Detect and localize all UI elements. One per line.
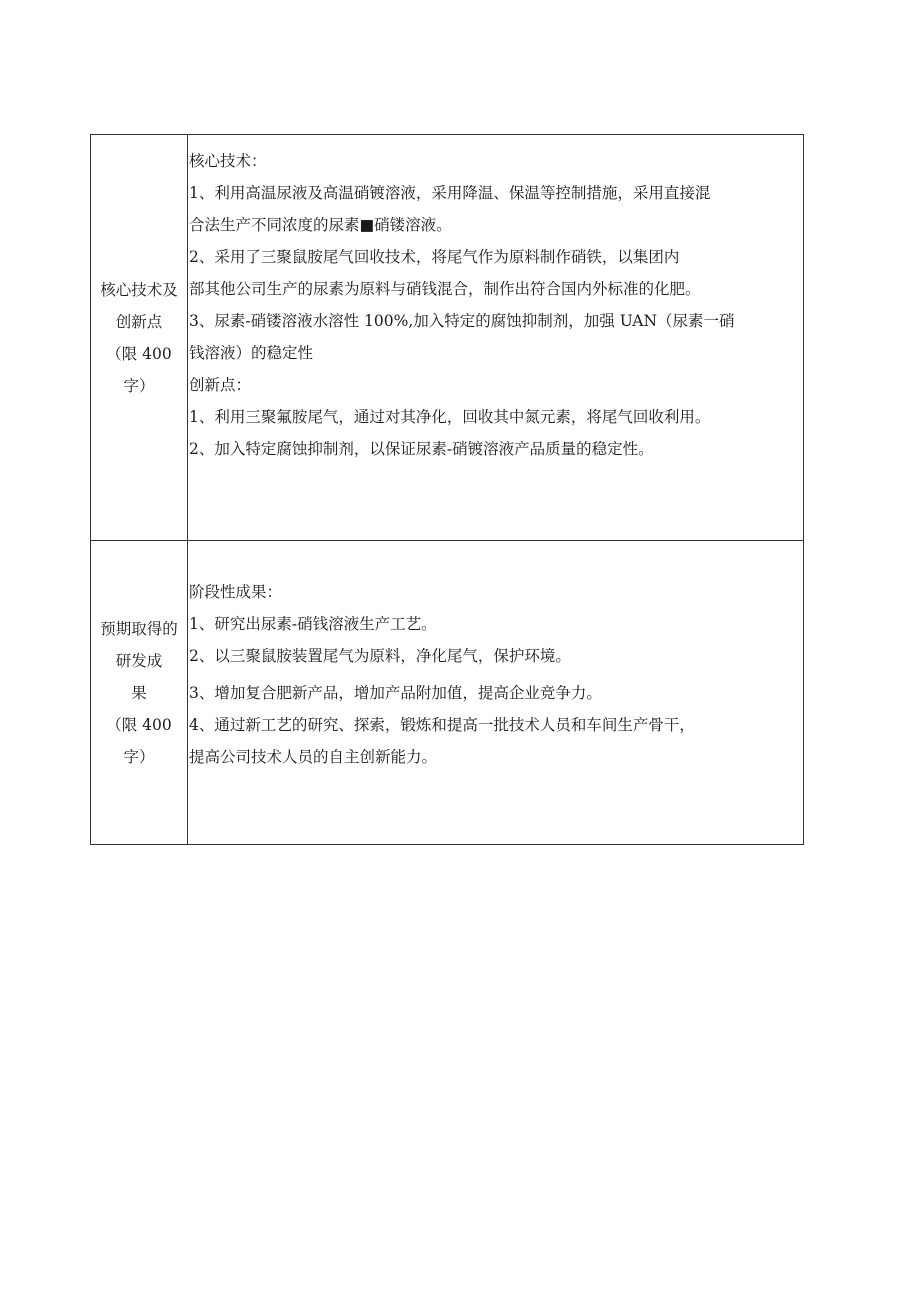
content-line: 4、通过新工艺的研究、探索，锻炼和提高一批技术人员和车间生产骨干， [189, 716, 695, 734]
core-technology-row [91, 135, 804, 541]
content-line: 合法生产不同浓度的尿素■硝镂溶液。 [189, 216, 452, 234]
core-technology-content [188, 135, 804, 541]
content-line: 核心技术： [189, 152, 267, 170]
label-line: 预期取得的 [100, 619, 178, 638]
label-line: 果 [131, 683, 147, 702]
form-table [90, 134, 804, 845]
content-line: 3、增加复合肥新产品，增加产品附加值，提高企业竞争力。 [189, 684, 602, 702]
content-line: 2、采用了三聚鼠胺尾气回收技术，将尾气作为原料制作硝铁，以集团内 [189, 248, 680, 266]
content-line: 钱溶液）的稳定性 [189, 344, 314, 362]
content-line: 部其他公司生产的尿素为原料与硝钱混合，制作出符合国内外标准的化肥。 [189, 280, 701, 298]
expected-results-label [91, 541, 188, 845]
expected-results-content [188, 541, 804, 845]
expected-results-row [91, 541, 804, 845]
content-line: 2、以三聚鼠胺装置尾气为原料，净化尾气，保护环境。 [189, 647, 571, 665]
label-line: 研发成 [115, 651, 163, 670]
core-technology-label [91, 135, 188, 541]
content-line: 3、尿素-硝镂溶液水溶性 100%,加入特定的腐蚀抑制剂，加强 UAN（尿素一硝 [189, 312, 735, 330]
label-line: 字） [123, 376, 155, 395]
label-line: （限 400 [106, 344, 172, 363]
content-line: 1、利用三聚氟胺尾气，通过对其净化，回收其中氮元素，将尾气回收利用。 [189, 408, 711, 426]
label-line: 核心技术及 [100, 280, 178, 299]
label-line: 创新点 [115, 312, 163, 331]
content-line: 提高公司技术人员的自主创新能力。 [189, 748, 438, 766]
label-line: （限 400 [106, 715, 172, 734]
content-line: 1、利用高温尿液及高温硝镀溶液，采用降温、保温等控制措施，采用直接混 [189, 184, 711, 202]
content-line: 2、加入特定腐蚀抑制剂，以保证尿素-硝镀溶液产品质量的稳定性。 [189, 440, 654, 458]
content-line: 阶段性成果： [189, 583, 283, 601]
content-line: 创新点： [189, 376, 252, 394]
label-line: 字） [123, 747, 155, 766]
content-line: 1、研究出尿素-硝钱溶液生产工艺。 [189, 615, 437, 633]
